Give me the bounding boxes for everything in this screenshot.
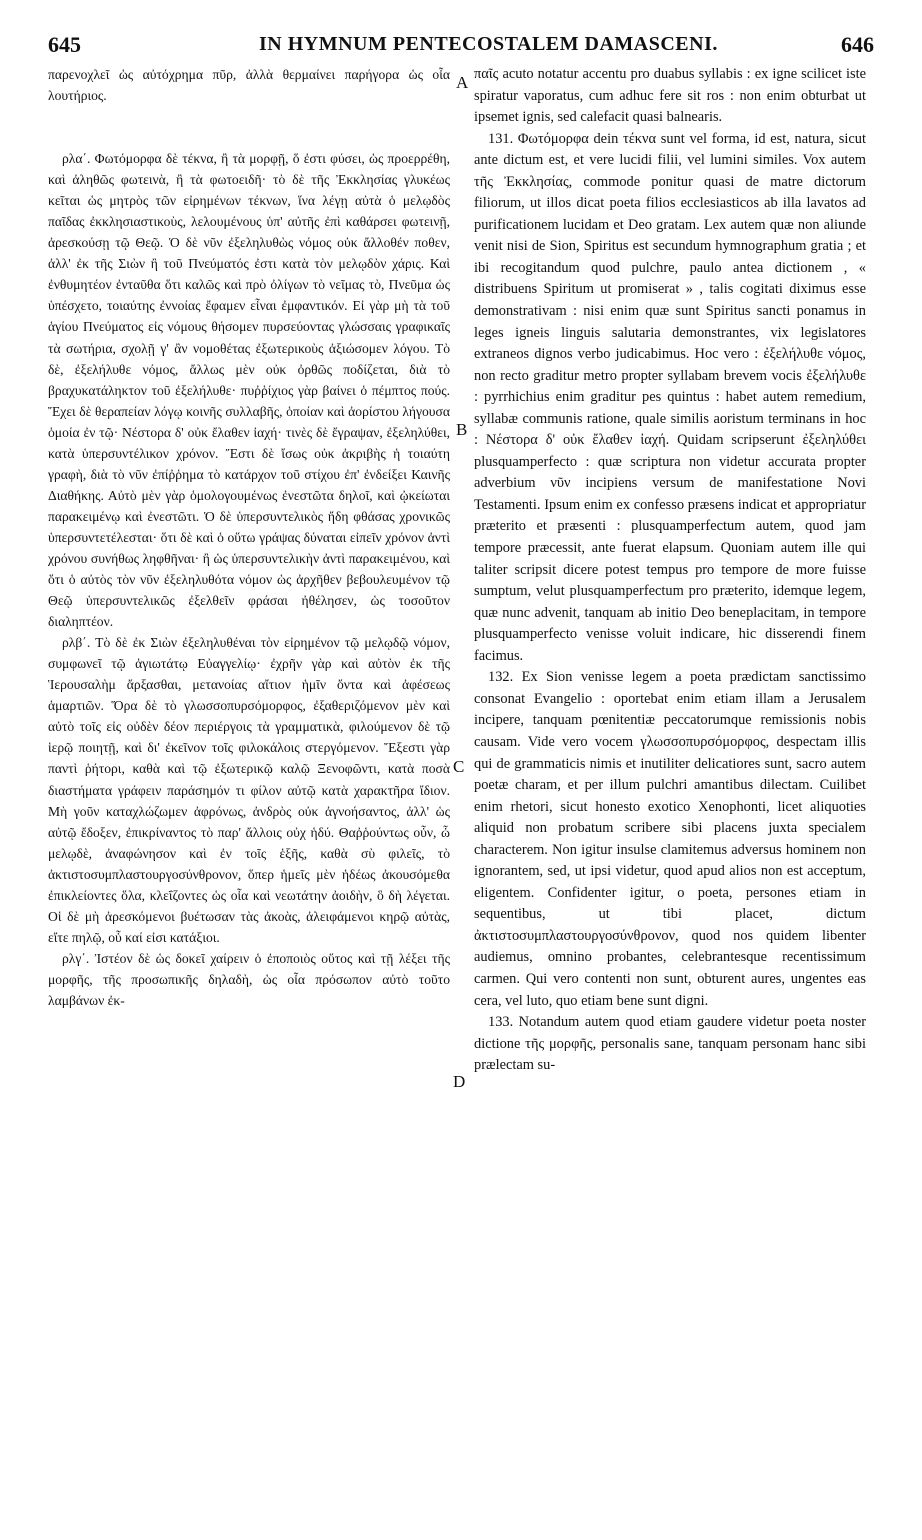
running-title: IN HYMNUM PENTECOSTALEM DAMASCENI. — [259, 33, 718, 55]
greek-paragraph-132: ρλβ΄. Τὸ δὲ ἐκ Σιὼν ἐξεληλυθέναι τὸν εἰρημένον τῷ μελῳδῷ νόμον, συμφωνεῖ τῷ ἁγιωτάτῳ Εὐαγγελίῳ· ἐχρῆν γὰρ καὶ αὐτὸν ἐκ τῆς Ἱερουσαλὴμ ἄρξασθαι, μετανοίας αἴτιον ἡμῖν ὄντα καὶ ἀφέσεως ἁμαρτιῶν. Ὅρα δὲ τὸ γλωσσοπυρσόμορφος, ἐξαθεριζόμενον μὲν καὶ αὐτὸ τοῖς εἰς οὐδὲν δέον περιέργοις τὰ γραμματικὰ, φιλούμενον δὲ τῷ ἱερῷ ποιητῇ, καὶ δι' ἐκεῖνον τοῖς φιλοκάλοις στεργόμενον. Ἔξεστι γὰρ παντὶ ῥήτορι, καθὰ καὶ τῷ ἐξωτερικῷ καλῷ Ξενοφῶντι, κατὰ ποσὰ διαστήματα γράφειν παράσημόν τι φίλον αὐτῷ κατὰ χαρακτῆρα ἴδιον. Μὴ γοῦν καταχλώζωμεν ἀφρόνως, ἀνδρὸς οὐκ ἀγνοήσαντος, ἀλλ' ὡς αὐτῷ ἔδοξεν, ἐπικρίναντος τὸ παρ' ἄλλοις οὐχ ἡδύ. Θαῤῥούντως οὖν, ὦ μελῳδὲ, ἀναφώνησον καὶ ἐν τοῖς ἑξῆς, καθὰ σὺ φιλεῖς, τὸ ἀκτιστοσυμπλαστουργοσύνθρονον, ὅπερ ἡμεῖς μὲν ἡδέως ἀκουσόμεθα ἐπικλείοντες ὅλα, κλεΐζοντες ὡς οἷα καὶ νεωτάτην ἀοιδὴν, ὃ δὴ λέγεται. Οἱ δὲ μὴ ἀρεσκόμενοι βυέτωσαν τὰς ἀκοὰς, ἀλειφάμενοι κηρῷ αὐτὰς, εἴτε πηλῷ, οὗ καί εἰσι κατάξιοι. — [48, 635, 450, 945]
section-marker-b: B — [456, 420, 468, 439]
greek-column — [48, 64, 450, 1011]
section-marker-d: D — [453, 1072, 466, 1091]
section-marker-a: A — [456, 73, 469, 92]
greek-paragraph-continuation: παρενοχλεῖ ὡς αὐτόχρημα πῦρ, ἀλλὰ θερμαίνει παρήγορα ὡς οἷα λουτήριος. — [48, 67, 450, 104]
page-number-left: 645 — [48, 32, 81, 57]
latin-paragraph-132: 132. Ex Sion venisse legem a poeta prædictam sanctissimo consonat Evangelio : oportebat enim etiam illam a Jerusalem incipere, tanquam pœnitentiæ peccatorumque remissionis nobis causam. Vide vero vocem γλωσσοπυρσόμορφος, despectam illis qui de grammaticis nimis et inutiliter delicatiores sunt, sacro autem poetæ charam, et per illum pulchri amantibus dilectam. Cuilibet enim rhetori, sicut honesto exotico Xenophonti, licet aliquoties aliquid non probatum scribere sibi placens juxta specialem characterem. Non igitur insulse clamitemus adversus hominem non ignorantem, sed, ut ipsi videtur, quod apud alios non est acceptum, eligentem. Confidenter igitur, o poeta, persones etiam in sequentibus, ut tibi placet, dictum ἀκτιστοσυμπλαστουργοσύνθρονον, quod nos quidem libenter audiemus, omnino probantes, celebrantesque recentissimum carmen. Qui vero contenti non sunt, obturent aures, ungentes eas cera, vel luto, quo etiam bene sunt digni. — [474, 669, 866, 1009]
page-number-right: 646 — [841, 32, 874, 57]
section-marker-c: C — [453, 757, 465, 776]
latin-paragraph-133: 133. Notandum autem quod etiam gaudere videtur poeta noster dictione τῆς μορφῆς, personalis sane, tanquam personam hanc sibi prælectam su- — [474, 1014, 866, 1074]
page-header — [44, 32, 874, 60]
greek-paragraph-133: ρλγ΄. Ἰστέον δὲ ὡς δοκεῖ χαίρειν ὁ ἐποποιὸς οὕτος καὶ τῇ λέξει τῆς μορφῆς, τῆς προσωπικῆς δηλαδὴ, ὡς οἷα πρόσωπον αὐτὸ τοῦτο λαμβάνων ἐκ- — [48, 950, 450, 1008]
latin-paragraph-131: 131. Φωτόμορφα dein τέκνα sunt vel forma, id est, natura, sicut ante dictum est, et vere lucidi filii, vel lumini similes. Vox autem τῆς Ἐκκλησίας, commode ponitur quasi de matre dictorum filiorum, ut illos dicat poeta filios ecclesiasticos ab illa lavatos ad purificationem lucidam et Deo gratam. Lex autem quæ non aliunde venit nisi de Sion, Spiritus est secundum hymnographum gratia ; et ibi recogitandum quod pulchre, paulo antea dictionem , « distribuens Spiritum ut promiserat » , talis cogitati diximus esse demonstrativam : nisi enim quæ sunt Spiritus sancti ponamus in leges igneis linguis salutaria demonstrantes, vix legislatores extraneos dignos verbo judicabimus. Hoc vero : ἐξελήλυθε νόμος, non recto graditur metro propter syllabam brevem vocis ἐξελήλυθε : pyrrhichius enim graditur pes quintus : habet autem remedium, syllabæ communis ratione, quale similis aoristum terminans in hoc : Νέστορα δ' οὐκ ἔλαθεν ἰαχή. Quidam scripserunt ἐξεληλύθει plusquamperfecto : quæ scriptura non videtur accurata propter adverbium νῦν incipiens versum de manifestatione Novi Testamenti. Ipsum enim ex confesso præsens indicat et appropriatur præterito et præsenti : plusquamperfectum autem, quod jam tempore præcessit, ante fuerat elapsum. Quoniam autem ille qui taliter scripsit dicere potest tempus pro tempore de more fuisse sumptum, velut plusquamperfectum pro præterito, idemque legem, quæ nunc advenit, tanquam ab initio Deo beneplacitam, in tempore plusquamperfecto venisse voluit indicare, hic disserendi finem facimus. — [474, 130, 866, 664]
latin-paragraph-continuation: παῖς acuto notatur accentu pro duabus syllabis : ex igne scilicet iste spiratur vaporatus, cum adhuc fere sit ros : non enim obturbat ut ipsemet ignis, sed calefacit quasi balnearis. — [474, 66, 866, 126]
greek-paragraph-131: ρλα΄. Φωτόμορφα δὲ τέκνα, ἢ τὰ μορφῇ, ὅ ἐστι φύσει, ὡς προερρέθη, καὶ ἀληθῶς φωτεινὰ, ἢ τὰ φωτοειδῆ· τὸ δὲ τῆς Ἐκκλησίας γλυκέως κεῖται ὡς μητρὸς τῶν εἰρημένων τέκνων, ἵνα λέγῃ αὐτὰ ὁ μελῳδὸς παῖδας ἐκκλησιαστικοὺς, λελουμένους ὑπ' αὐτῆς ἐπὶ καθάρσει φωτεινῇ, ἀρεσκούσῃ τῷ Θεῷ. Ὁ δὲ νῦν ἐξεληλυθὼς νόμος οὐκ ἄλλοθέν ποθεν, ἀλλ' ἐκ τῆς Σιὼν ἢ τοῦ Πνεύματός ἐστι κατὰ τὸν μελῳδὸν χάρις. Καὶ ἐνθυμητέον ἐνταῦθα ὅτι καλῶς καὶ πρὸ ὀλίγων τὸ νεῖμας τὸ, Πνεῦμα ὡς ὑπέσχετο, τοιαύτης ἐννοίας ἔφαμεν εἶναι ἐμφαντικόν. Εἰ γὰρ μὴ τὰ τοῦ ἁγίου Πνεύματος εἰς νόμους θήσομεν πυρσεύοντας γλώσσαις γραφικαῖς τὰ σωτήρια, σχολῇ γ' ἂν νομοθέτας ἐξωτερικοὺς ἀξιώσομεν λόγου. Τὸ δὲ, ἐξελήλυθε νόμος, ἄλλως μὲν οὐκ ὀρθῶς ποδίζεται, διὰ τὸ βραχυκατάληκτον τοῦ ἐξελήλυθε· πυῤῥίχιος γὰρ βαίνει ὁ πέμπτος πούς. Ἔχει δὲ θεραπείαν λόγῳ κοινῆς συλλαβῆς, ὁποίαν καὶ ἀορίστου λήγουσα ὁμοία ἐν τῷ· Νέστορα δ' οὐκ ἔλαθεν ἰαχή· τινὲς δὲ ἔγραψαν, ἐξεληλύθει, κατὰ ὑπερσυντέλικον χρόνον. Ἔστι δὲ ἴσως οὐκ ἀκριβὴς ἡ τοιαύτη γραφὴ, διὰ τὸ νῦν ἐπίῤῥημα τὸ κατάρχον τοῦ στίχου ἐπ' ἐνδείξει Καινῆς Διαθήκης. Αὐτὸ μὲν γὰρ ὁμολογουμένως ἐνεστῶτα δηλοῖ, καὶ ᾠκείωται παρακειμένῳ καὶ ἐνεστῶτι. Ὁ δὲ ὑπερσυντελικὸς ἤδη φθάσας χρονικῶς ὑπερσυντετέλεσται· ὅτι δὲ καὶ ὁ οὕτω γράψας δύναται εἰπεῖν χρόνον ἀντὶ χρόνου συνήθως ληφθῆναι· ἢ ὡς ὑπερσυντελικὴν ἀντὶ παρακειμένου, καὶ ὅτι ὁ αὐτὸς τὸν νῦν ἐξεληλυθότα νόμον ὡς ἀρχῆθεν βεβουλευμένον τῷ Θεῷ ὑπερσυντελικῶς ἐξελθεῖν φράσαι ἠθέλησεν, ὡς τοσοῦτον διαληπτέον. — [48, 151, 450, 630]
latin-column — [474, 64, 866, 1077]
